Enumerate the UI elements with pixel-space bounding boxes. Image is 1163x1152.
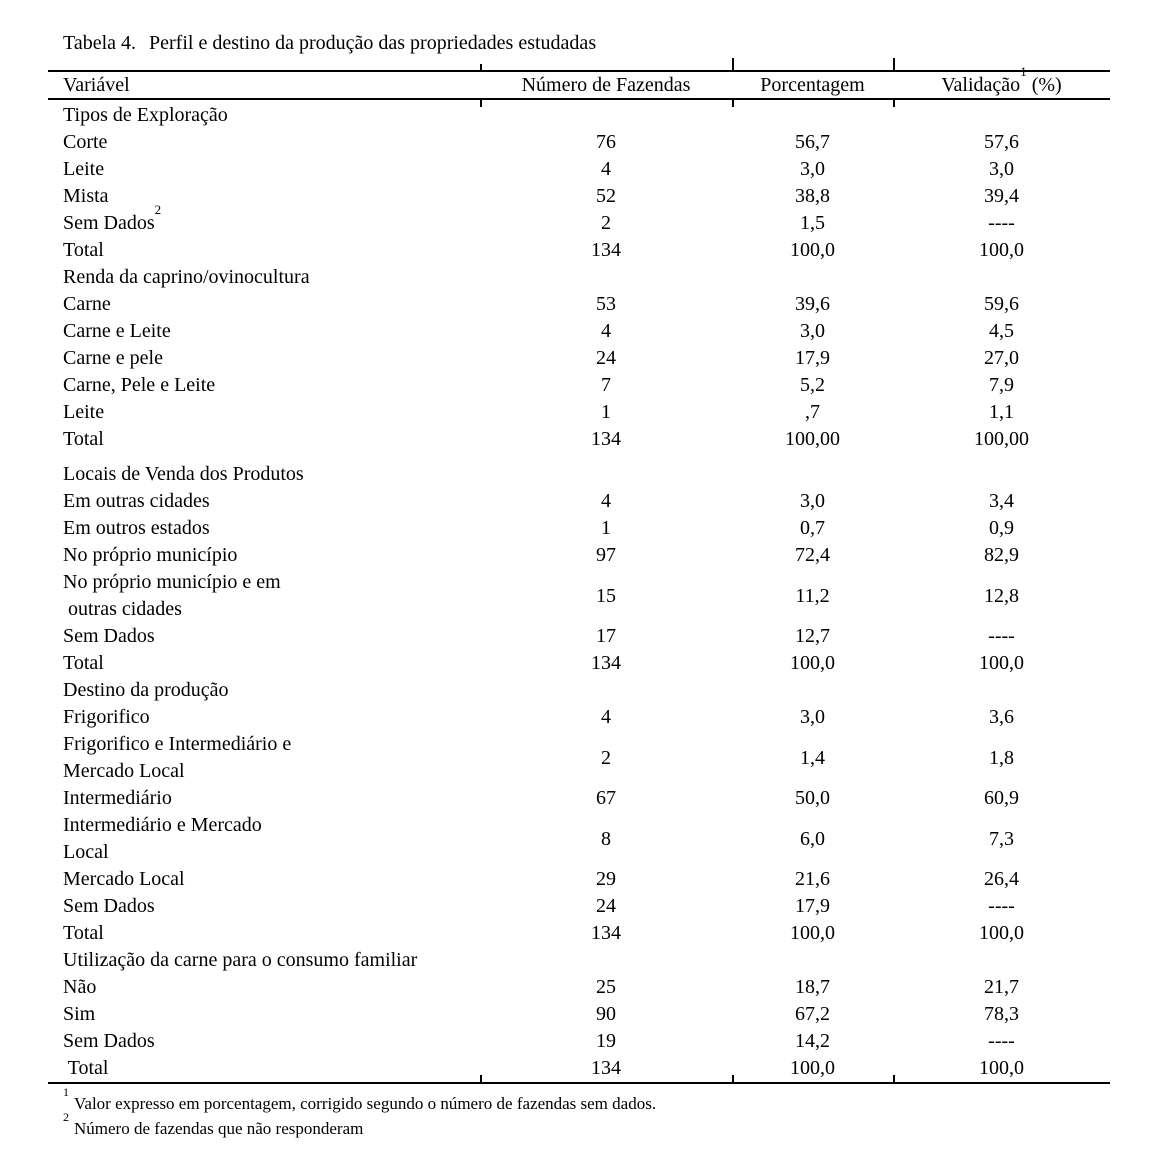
row-label <box>48 893 480 920</box>
table-row <box>48 345 1110 372</box>
table-row <box>48 785 1110 812</box>
cell-numero-de-fazendas: 24 <box>596 895 616 917</box>
cell-numero-de-fazendas: 67 <box>596 787 616 809</box>
cell-validacao: 3,0 <box>989 158 1014 180</box>
cell-validacao: ---- <box>988 212 1015 234</box>
cell-validacao: 82,9 <box>984 544 1019 566</box>
table-row <box>48 704 1110 731</box>
cell-validacao: ---- <box>988 1030 1015 1052</box>
row-label-line: Frigorifico <box>63 706 150 728</box>
table-block <box>48 30 1110 1141</box>
column-border-tick <box>480 1075 482 1082</box>
row-label-line: Carne e pele <box>63 347 163 369</box>
cell-validacao: 0,9 <box>989 517 1014 539</box>
table-row <box>48 515 1110 542</box>
cell-numero-de-fazendas: 24 <box>596 347 616 369</box>
cell-numero-de-fazendas: 134 <box>591 652 621 674</box>
table-body <box>48 100 1110 1082</box>
cell-numero-de-fazendas: 76 <box>596 131 616 153</box>
footnote-2-marker: 2 <box>63 1110 69 1125</box>
cell-numero-de-fazendas: 4 <box>601 158 611 180</box>
cell-validacao: 12,8 <box>984 584 1019 607</box>
row-label-line: Total <box>63 922 104 944</box>
column-border-tick <box>480 64 482 70</box>
row-label <box>48 812 480 866</box>
row-label-line: Local <box>63 841 109 863</box>
cell-numero-de-fazendas: 15 <box>596 584 616 607</box>
row-label-line: Carne e Leite <box>63 320 171 342</box>
cell-numero-de-fazendas: 1 <box>601 401 611 423</box>
column-border-tick <box>732 1075 734 1082</box>
row-label-line: Em outros estados <box>63 517 210 539</box>
table-row <box>48 291 1110 318</box>
cell-numero-de-fazendas: 134 <box>591 922 621 944</box>
cell-validacao: 100,0 <box>979 1057 1024 1079</box>
cell-validacao: ---- <box>988 895 1015 917</box>
section-heading: Tipos de Exploração <box>63 104 228 126</box>
section-heading-row <box>48 102 1110 129</box>
row-label-line: Total <box>63 652 104 674</box>
cell-validacao: 100,0 <box>979 922 1024 944</box>
cell-porcentagem: 0,7 <box>800 517 825 539</box>
cell-numero-de-fazendas: 17 <box>596 625 616 647</box>
cell-validacao: ---- <box>988 625 1015 647</box>
cell-validacao: 1,8 <box>989 746 1014 769</box>
cell-porcentagem: 21,6 <box>795 868 830 890</box>
row-label <box>48 156 480 183</box>
table-row <box>48 569 1110 623</box>
row-label <box>48 650 480 677</box>
header-porcentagem: Porcentagem <box>760 73 865 96</box>
row-label-line: Intermediário e Mercado <box>63 814 262 836</box>
cell-porcentagem: 1,4 <box>800 746 825 769</box>
cell-validacao: 27,0 <box>984 347 1019 369</box>
section-heading-row <box>48 264 1110 291</box>
table-caption-text: Perfil e destino da produção das propriedades estudadas <box>149 32 597 54</box>
row-label-line: Sim <box>63 1003 96 1025</box>
row-label <box>48 183 480 210</box>
cell-porcentagem: 100,00 <box>785 428 840 450</box>
cell-porcentagem: 100,0 <box>790 922 835 944</box>
row-label-line: Mercado Local <box>63 760 185 782</box>
table-header-rule <box>48 98 1110 100</box>
table-row <box>48 1028 1110 1055</box>
table-row <box>48 183 1110 210</box>
cell-validacao: 100,0 <box>979 652 1024 674</box>
section-heading: Locais de Venda dos Produtos <box>63 463 304 485</box>
cell-porcentagem: 17,9 <box>795 347 830 369</box>
row-label <box>48 623 480 650</box>
table-row <box>48 866 1110 893</box>
row-label <box>48 399 480 426</box>
section-heading: Destino da produção <box>63 679 229 701</box>
row-label-line: Mercado Local <box>63 868 185 890</box>
row-label <box>48 731 480 785</box>
cell-validacao: 60,9 <box>984 787 1019 809</box>
header-validacao <box>893 63 1110 97</box>
cell-validacao: 100,0 <box>979 239 1024 261</box>
table-row <box>48 974 1110 1001</box>
cell-porcentagem: 11,2 <box>795 584 830 607</box>
column-border-tick <box>480 100 482 107</box>
cell-validacao: 59,6 <box>984 293 1019 315</box>
cell-porcentagem: 39,6 <box>795 293 830 315</box>
row-label <box>48 237 480 264</box>
cell-numero-de-fazendas: 7 <box>601 374 611 396</box>
table-caption-number: Tabela 4. <box>63 32 137 54</box>
cell-numero-de-fazendas: 1 <box>601 517 611 539</box>
row-label <box>48 202 480 237</box>
cell-numero-de-fazendas: 134 <box>591 428 621 450</box>
cell-numero-de-fazendas: 4 <box>601 706 611 728</box>
cell-validacao: 7,3 <box>989 827 1014 850</box>
cell-porcentagem: 5,2 <box>800 374 825 396</box>
table-row <box>48 731 1110 785</box>
column-border-tick <box>893 1075 895 1082</box>
row-label <box>48 569 480 623</box>
table-bottom-rule <box>48 1082 1110 1084</box>
row-label <box>48 515 480 542</box>
column-border-tick <box>893 58 895 70</box>
cell-porcentagem: 50,0 <box>795 787 830 809</box>
cell-validacao: 7,9 <box>989 374 1014 396</box>
cell-numero-de-fazendas: 4 <box>601 320 611 342</box>
cell-validacao: 1,1 <box>989 401 1014 423</box>
table-row <box>48 399 1110 426</box>
table-row <box>48 426 1110 453</box>
section-heading: Utilização da carne para o consumo familiar <box>63 949 418 971</box>
row-label-line: Carne, Pele e Leite <box>63 374 216 396</box>
cell-numero-de-fazendas: 29 <box>596 868 616 890</box>
table-row <box>48 650 1110 677</box>
row-label <box>48 129 480 156</box>
header-validacao-unit: (%) <box>1026 73 1062 96</box>
cell-numero-de-fazendas: 134 <box>591 1057 621 1079</box>
row-label-line: Intermediário <box>63 787 172 809</box>
row-label-line: Corte <box>63 131 108 153</box>
cell-porcentagem: 1,5 <box>800 212 825 234</box>
footnote-marker-1: 1 <box>1020 63 1027 79</box>
cell-porcentagem: 100,0 <box>790 239 835 261</box>
table-footnotes <box>48 1085 1110 1141</box>
table-row <box>48 318 1110 345</box>
row-label-line: Leite <box>63 158 105 180</box>
row-label-line: Total <box>63 239 104 261</box>
footnote-2 <box>63 1110 1110 1141</box>
cell-validacao: 39,4 <box>984 185 1019 207</box>
row-label <box>48 974 480 1001</box>
cell-numero-de-fazendas: 134 <box>591 239 621 261</box>
row-label-line: Sem Dados <box>63 1030 155 1052</box>
section-heading-row <box>48 677 1110 704</box>
table-row <box>48 812 1110 866</box>
row-label-line: Sem Dados <box>63 625 155 647</box>
row-label-line: Sem Dados <box>63 895 155 917</box>
row-label <box>48 488 480 515</box>
footnote-1-text: Valor expresso em porcentagem, corrigido segundo o número de fazendas sem dados. <box>74 1094 657 1113</box>
row-label-line: Frigorifico e Intermediário e <box>63 733 292 755</box>
row-label <box>48 426 480 453</box>
cell-porcentagem: 56,7 <box>795 131 830 153</box>
row-label <box>48 1001 480 1028</box>
row-label-line: Não <box>63 976 97 998</box>
cell-porcentagem: 17,9 <box>795 895 830 917</box>
row-label <box>48 291 480 318</box>
table-row <box>48 542 1110 569</box>
section-heading: Renda da caprino/ovinocultura <box>63 266 310 288</box>
cell-porcentagem: 3,0 <box>800 158 825 180</box>
footnote-1-marker: 1 <box>63 1085 69 1100</box>
cell-validacao: 3,4 <box>989 490 1014 512</box>
cell-porcentagem: 14,2 <box>795 1030 830 1052</box>
column-border-tick <box>893 100 895 107</box>
table-caption <box>48 30 1110 56</box>
cell-porcentagem: 100,0 <box>790 652 835 674</box>
table-row <box>48 1001 1110 1028</box>
cell-porcentagem: ,7 <box>805 401 820 423</box>
cell-porcentagem: 3,0 <box>800 490 825 512</box>
table-top-rule <box>48 70 1110 72</box>
cell-porcentagem: 100,0 <box>790 1057 835 1079</box>
row-label-line: No próprio município <box>63 544 238 566</box>
table-header-row <box>48 63 1110 98</box>
cell-porcentagem: 3,0 <box>800 706 825 728</box>
cell-numero-de-fazendas: 19 <box>596 1030 616 1052</box>
table-row <box>48 623 1110 650</box>
row-label <box>48 542 480 569</box>
header-variavel: Variável <box>63 73 130 96</box>
cell-numero-de-fazendas: 53 <box>596 293 616 315</box>
row-label-line: outras cidades <box>63 598 182 620</box>
row-label <box>48 866 480 893</box>
row-label-line: Sem Dados$^2$ <box>63 202 162 234</box>
cell-porcentagem: 38,8 <box>795 185 830 207</box>
footnote-2-text: Número de fazendas que não responderam <box>74 1119 364 1138</box>
cell-validacao: 100,00 <box>974 428 1029 450</box>
table-row <box>48 372 1110 399</box>
row-label <box>48 785 480 812</box>
table-row <box>48 129 1110 156</box>
row-label-line: Leite <box>63 401 105 423</box>
row-label-line: Em outras cidades <box>63 490 210 512</box>
row-label-line: Mista <box>63 185 109 207</box>
cell-porcentagem: 72,4 <box>795 544 830 566</box>
table-row <box>48 156 1110 183</box>
cell-validacao: 3,6 <box>989 706 1014 728</box>
row-label-line: Total <box>63 1057 109 1079</box>
row-label <box>48 1055 480 1082</box>
table-row <box>48 893 1110 920</box>
cell-numero-de-fazendas: 8 <box>601 827 611 850</box>
footnote-marker-2: 2 <box>154 202 162 218</box>
row-label-line: No próprio município e em <box>63 571 281 593</box>
cell-numero-de-fazendas: 4 <box>601 490 611 512</box>
cell-porcentagem: 3,0 <box>800 320 825 342</box>
row-label-line: Total <box>63 428 104 450</box>
row-label <box>48 318 480 345</box>
column-border-tick <box>732 100 734 107</box>
column-border-tick <box>732 58 734 70</box>
section-heading-row <box>48 947 1110 974</box>
cell-validacao: 21,7 <box>984 976 1019 998</box>
row-label <box>48 1028 480 1055</box>
table-row <box>48 237 1110 264</box>
row-label <box>48 345 480 372</box>
cell-porcentagem: 12,7 <box>795 625 830 647</box>
cell-porcentagem: 6,0 <box>800 827 825 850</box>
cell-numero-de-fazendas: 52 <box>596 185 616 207</box>
cell-numero-de-fazendas: 2 <box>601 212 611 234</box>
footnote-1 <box>63 1085 1110 1116</box>
row-label-line: Carne <box>63 293 111 315</box>
table-row <box>48 202 1110 237</box>
table-row <box>48 1055 1110 1082</box>
row-label <box>48 704 480 731</box>
table-row <box>48 920 1110 947</box>
section-heading-row <box>48 461 1110 488</box>
cell-numero-de-fazendas: 25 <box>596 976 616 998</box>
cell-numero-de-fazendas: 2 <box>601 746 611 769</box>
cell-validacao: 4,5 <box>989 320 1014 342</box>
cell-porcentagem: 67,2 <box>795 1003 830 1025</box>
cell-validacao: 26,4 <box>984 868 1019 890</box>
table-row <box>48 488 1110 515</box>
cell-validacao: 78,3 <box>984 1003 1019 1025</box>
cell-numero-de-fazendas: 97 <box>596 544 616 566</box>
row-label <box>48 372 480 399</box>
cell-porcentagem: 18,7 <box>795 976 830 998</box>
row-label <box>48 920 480 947</box>
cell-validacao: 57,6 <box>984 131 1019 153</box>
cell-numero-de-fazendas: 90 <box>596 1003 616 1025</box>
header-validacao-label: Validação <box>941 73 1021 96</box>
header-numero-de-fazendas: Número de Fazendas <box>521 73 691 96</box>
